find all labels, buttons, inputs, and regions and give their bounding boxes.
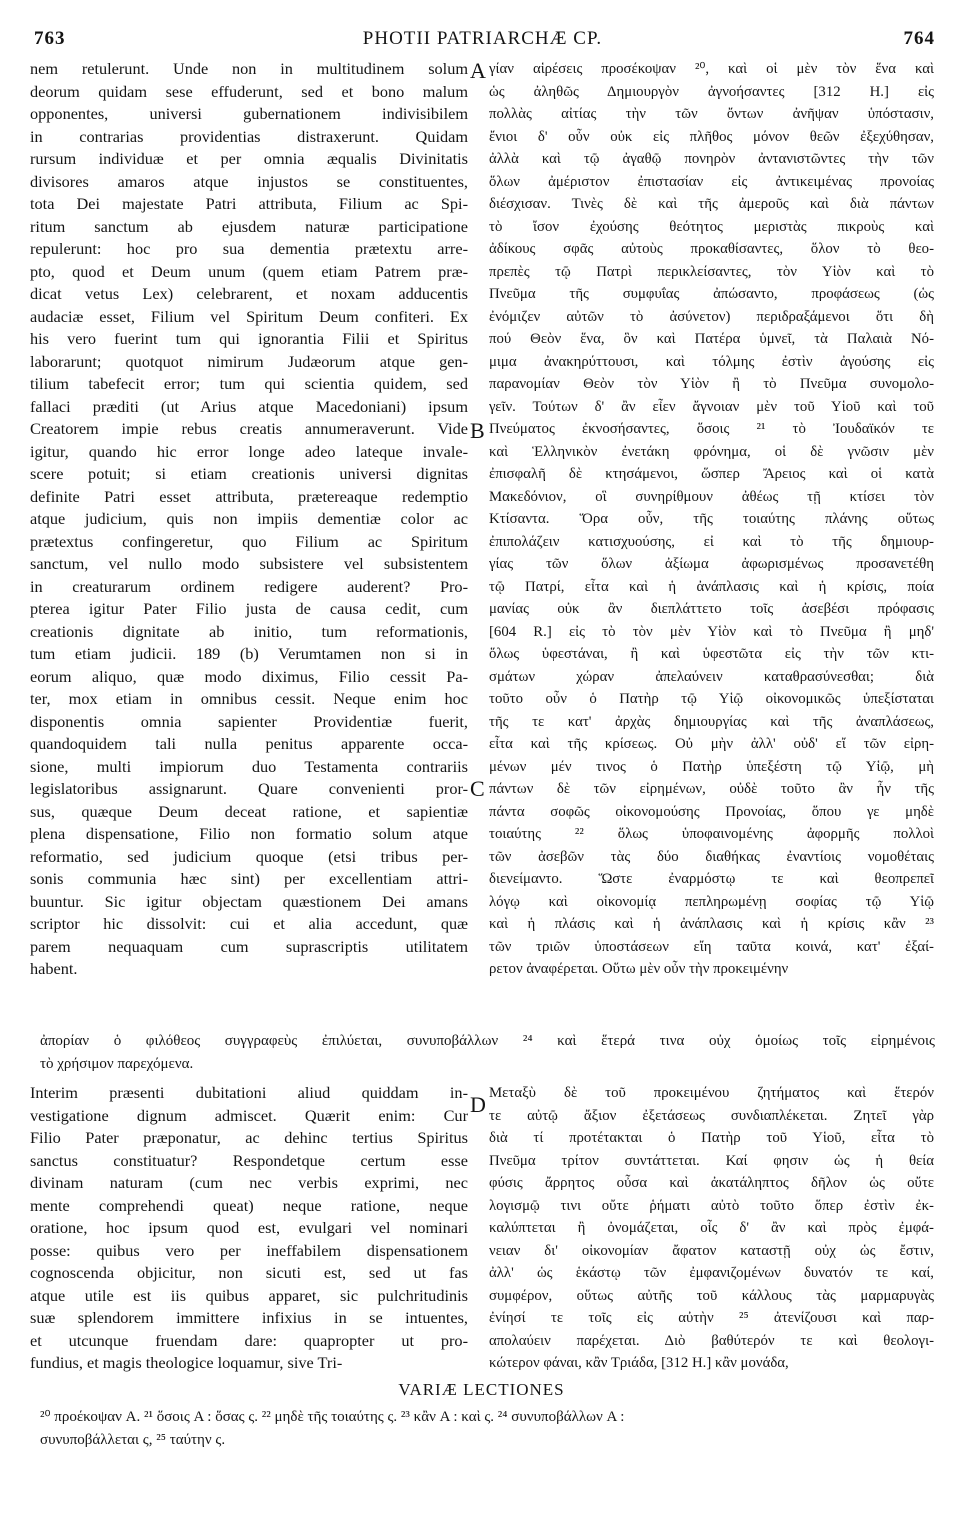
latin-text-line: divisores amaros atque injustos se constituentes, (30, 171, 468, 191)
greek-text-line: διέσχισαν. Τινὲς δὲ καὶ τῆς ἀμεροῦς καὶ διὰ πάντων (489, 196, 934, 212)
latin-text-line: Filio Pater præponatur, ac dehinc tertius Spiritus (30, 1128, 468, 1147)
greek-text-line: ὅλως ὑφεστάναι, ἢ καὶ ὑφεστῶτα εἰς τὴν τῶν κτι- (489, 646, 934, 662)
running-title: PHOTII PATRIARCHÆ CP. (362, 28, 603, 49)
latin-column-bottom (30, 1082, 468, 1375)
greek-text-line: τοῦτο οὖν ὁ Πατὴρ τῷ Υἱῷ οἰκονομικῶς ὑπεξίσταται (489, 691, 934, 707)
greek-text-line: ἀλλ' ὡς ἑκάστῳ τῶν ἐμφανιζομένων δυνατόν τε καί, (489, 1265, 934, 1281)
greek-text-line: τῶν τριῶν ὑποστάσεων εἴη ταῦτα κοινά, κατ' ἐξαί- (489, 938, 934, 955)
greek-text-line: ὡς ἀληθῶς Δημιουργὸν ἀγνοήσαντες [312 H.] εἰς (489, 83, 934, 100)
greek-text-line: μένων μέν τινος ὁ Πατὴρ ὑπεξέστη τῷ Υἱῷ, μὴ (489, 758, 934, 775)
greek-text-line: εἶτα καὶ τῆς κρίσεως. Οὐ μὴν ἀλλ' οὐδ' εἴ τῶν εἰρη- (489, 736, 934, 752)
margin-marker-d: D (470, 1092, 486, 1117)
greek-text-line: καλύπτεται ἢ ὀνομάζεται, οἷς δ' ἂν καὶ πρὸς ἐμφά- (489, 1220, 934, 1236)
greek-text-line: ἐπισφαλῆ δὲ κτησάμενοι, ὥσπερ Ἄρειος καὶ οἱ κατὰ (489, 466, 934, 482)
latin-text-line: plena dispensatione, Filio non formatio solum atque (30, 824, 468, 843)
greek-text-line: μανίας οὐκ ἂν διεπλάττετο τοῖς ἀσεβέσι πρόφασις (489, 601, 934, 617)
greek-text-line: πάντα σοφῶς οἰκονομούσης Προνοίας, ὅπου γε μηδὲ (489, 803, 934, 820)
greek-text-line: γίας τῶν ὅλων ἀξίωμα ἀφωρισμένως προσανετέθη (489, 556, 934, 572)
latin-text-line: laborarunt; quotquot nimirum Judæorum atque gen- (30, 351, 468, 371)
greek-text-line: Πνεύματος ἐκνοσήσαντες, ὅσοις ²¹ τὸ Ἰουδαϊκόν τε (489, 421, 934, 437)
latin-text-line: habent. (30, 959, 78, 978)
greek-text-line: συμφέρον, οὕτως αὐτῆς τοῦ κάλλους τὰς μαρμαρυγὰς (489, 1287, 934, 1304)
greek-column-top (489, 58, 934, 981)
latin-text-line: eorum aliquo, quæ modo diximus, Filio cessit Pa- (30, 666, 468, 686)
latin-text-line: definite Patri esset attributa, prætereaque redemptio (30, 486, 468, 506)
greek-wide-line: ἀπορίαν ὁ φιλόθεος συγγραφεὺς ἐπιλύεται, συνυποβάλλων ²⁴ καὶ ἕτερά τινα οὐχ ὁμοίως τοῖς εἰρημένοις (40, 1033, 935, 1049)
latin-text-line: Interim præsenti dubitationi aliud quiddam in- (30, 1083, 468, 1102)
greek-text-line: νειαν δι' οἰκονομίαν ἄφατον καταστῇ οὐχ ὡς ἔστιν, (489, 1242, 934, 1259)
greek-text-line: ρετον ἀναφέρεται. Οὕτω μὲν οὖν τὴν προκειμένην (489, 961, 789, 977)
latin-text-line: disponentis omnia sapienter Providentiæ fuerit, (30, 711, 468, 731)
latin-text-line: dicat vetus Lex) celebrarent, et noxam adducentis (30, 284, 468, 303)
latin-text-line: tota Dei majestate Patri attributa, Filium ac Spi- (30, 194, 468, 213)
latin-text-line: repulerunt: hoc pro sua dementia prætextu arre- (30, 239, 468, 258)
latin-text-line: sus, quæque Deum deceat ratione, et sapientiæ (30, 801, 468, 821)
latin-text-line: nem retulerunt. Unde non in multitudinem solum (30, 59, 468, 78)
greek-text-line: γίαν αἱρέσεις προσέκοψαν ²⁰, καὶ οἱ μὲν τὸν ἕνα καὶ (489, 61, 934, 77)
greek-text-line: φύσις ἄρρητος οὖσα καὶ ἀκατάληπτος δῆλον ὡς οὔτε (489, 1175, 934, 1191)
greek-text-line: τοιαύτης ²² ὅλως ὑποφαινομένης ἀφορμῆς πολλοὶ (489, 826, 934, 842)
variae-lectiones-notes (40, 1406, 935, 1451)
latin-text-line: pto, quod et Deum unum (quem etiam Patrem præ- (30, 261, 468, 281)
greek-text-line: ἀδίκους σφᾶς αὐτοὺς προκαθίσαντες, ὅλον τὸ θεο- (489, 241, 934, 257)
greek-wide-line: τὸ χρήσιμον παρεχόμενα. (40, 1055, 194, 1072)
latin-text-line: Creatorem impie rebus creatis annumeraverunt. Vide (30, 419, 468, 438)
greek-text-line: ἐπιπολάζειν κατισχυούσης, εἰ καὶ τὸ τῆς δημιουρ- (489, 533, 934, 550)
variant-line-1: ²⁰ προέκοψαν A. ²¹ ὅσοις A : ὅσας ς. ²² μηδὲ τῆς τοιαύτης ς. ²³ κἂν A : καὶ ς. ²⁴ συνυποβάλλων A : (40, 1409, 625, 1425)
greek-text-line: τῶν ἀσεβῶν τὰς δύο διαθήκας ἐναντίοις νομοθέταις (489, 848, 934, 865)
left-page-number: 763 (34, 28, 66, 49)
margin-marker-b: B (470, 418, 485, 443)
page-header (30, 28, 935, 52)
latin-text-line: tilium tabefecit error; tum qui scientia quidem, sed (30, 374, 468, 393)
latin-text-line: oratione, hoc ipsum quod est, evulgari vel nominari (30, 1218, 468, 1237)
right-page-number: 764 (903, 28, 935, 49)
margin-marker-c: C (470, 776, 485, 801)
greek-text-line: Πνεῦμα τρίτον συντάττεται. Καί φησιν ὡς ἡ θεία (489, 1152, 934, 1169)
latin-text-line: posse: quibus vero per ineffabilem dispensationem (30, 1240, 468, 1260)
greek-text-line: ἔνιοι δ' οὖν οὐκ εἰς πλῆθος μόνον θεῶν ἐξεχύθησαν, (489, 128, 934, 145)
latin-text-line: ter, mox etiam in omnibus cessit. Neque enim hoc (30, 689, 468, 708)
greek-text-line: γεῖν. Τούτων δ' ἂν εἶεν ἄγνοιαν μὲν τοῦ Υἱοῦ καὶ τοῦ (489, 398, 934, 415)
latin-text-line: scere potuit; si etiam creationis universi dignitas (30, 464, 468, 483)
latin-text-line: prætextus confingeretur, quo Filium ac Spiritum (30, 531, 468, 551)
greek-text-line: σμάτων χώραν ἀπελαύνειν καταθρασύνεσθαι; διὰ (489, 668, 934, 685)
greek-text-line: τε αὐτῷ ἄξιον ἐξετάσεως συνδιαπλέκεται. Ζητεῖ γὰρ (489, 1107, 934, 1124)
greek-text-line: λογισμῷ τινι οὔτε ῥήματι αὐτὸ τοῦτο ὅπερ ἐστὶν ἐκ- (489, 1197, 934, 1214)
greek-text-line: τὸ ἴσον ἐχούσης θεότητος μεριστὰς πικροὺς καὶ (489, 218, 934, 235)
latin-text-line: fallaci præditi (ut Arius atque Macedoniani) ipsum (30, 396, 468, 416)
greek-text-line: ἐνίησί τε τοῖς εἰς αὐτὴν ²⁵ ἀτενίζουσι καὶ παρ- (489, 1310, 934, 1326)
latin-text-line: in contrarias providentias distraxerunt. Quidam (30, 126, 468, 146)
latin-text-line: pterea igitur Pater Filio justa de causa cedit, cum (30, 599, 468, 618)
greek-text-line: καὶ ἡ πλάσις καὶ ἡ ἀνάπλασις καὶ ἡ κρίσις κἂν ²³ (489, 916, 934, 932)
latin-text-line: divinam naturam (cum nec verbis exprimi, nec (30, 1173, 468, 1192)
greek-text-line: Κτίσαντα. Ὅρα οὖν, τῆς τοιαύτης πλάνης οὕτως (489, 511, 934, 527)
variae-lectiones-heading: VARIÆ LECTIONES (398, 1380, 565, 1399)
greek-text-line: μιμα ἀνακηρύττουσι, καὶ τόλμης ἐστὶν ἀγούσης εἰς (489, 353, 934, 370)
latin-text-line: buuntur. Sic igitur objectam quæstionem Dei amans (30, 891, 468, 911)
greek-text-line: Πνεῦμα τῆς συμφυΐας ἀπώσαντο, προφάσεως (ὡς (489, 286, 934, 302)
greek-text-line: παρανομίαν Θεὸν τὸν Υἱὸν ἢ τὸ Πνεῦμα συνομολο- (489, 376, 934, 392)
greek-wide-paragraph (40, 1030, 935, 1075)
latin-text-line: sonis communia hæc sint) per excellentiam attri- (30, 869, 468, 888)
margin-marker-a: A (470, 58, 486, 83)
greek-column-bottom (489, 1082, 934, 1375)
latin-text-line: sanctum, vel nullo modo subsistere vel subsistentem (30, 554, 468, 573)
greek-text-line: πού Θεὸν ἕνα, ὃν καὶ Πατέρα ὑμνεῖ, τὰ Παλαιὰ Νό- (489, 331, 934, 347)
greek-text-line: διὰ τί προτέτακται ὁ Πατὴρ τοῦ Υἱοῦ, εἶτα τὸ (489, 1130, 934, 1146)
latin-text-line: vestigatione dignum admiscet. Quærit enim: Cur (30, 1105, 468, 1125)
greek-text-line: ἀλλὰ καὶ τῷ ἀγαθῷ πονηρὸν ἀντανιστῶντες τὴν τῶν (489, 151, 934, 167)
variant-line-2: συνυποβάλλεται ς, ²⁵ ταύτην ς. (40, 1431, 226, 1448)
latin-text-line: parem nequaquam cum suprascriptis utilitatem (30, 936, 468, 956)
latin-text-line: atque utile est iis quibus apparet, sic pulchritudinis (30, 1285, 468, 1305)
greek-text-line: απολαύειν παρέχεται. Διὸ βαθύτερόν τε καὶ θεολογι- (489, 1332, 934, 1349)
greek-text-line: ἐνόμιζεν αὐτῶν τὸ ἀσύνετον) περιδραξάμενοι ὅτι δὴ (489, 308, 934, 325)
latin-text-line: fundius, et magis theologice loquamur, sive Tri- (30, 1353, 343, 1372)
greek-text-line: καὶ Ἑλληνικὸν ἐνετάκη φρόνημα, οἱ δὲ γνῶσιν μὲν (489, 443, 934, 460)
latin-text-line: creationis dignitate ab initio, tum reformationis, (30, 621, 468, 641)
greek-text-line: διενείμαντο. Ὥστε ἐναρμόστῳ τε καὶ θεοπρεπεῖ (489, 871, 934, 887)
greek-text-line: κώτερον φάναι, κἂν Τριάδα, [312 H.] κἂν μονάδα, (489, 1355, 789, 1371)
greek-text-line: [604 R.] εἰς τὸ τὸν μὲν Υἱὸν καὶ τὸ Πνεῦμα ἢ μηδ' (489, 623, 934, 640)
latin-text-line: reformatio, sed judicium quoque (etsi tribus per- (30, 846, 468, 866)
greek-text-line: πολλὰς αἰτίας τὴν τῶν ὄντων ἀνῆψαν ὑπόστασιν, (489, 106, 934, 122)
greek-text-line: λόγῳ καὶ οἰκονομίᾳ πεπληρωμένῃ σοφίας τῷ Υἱῷ (489, 893, 934, 910)
latin-text-line: cognoscenda objicitur, non sicuti est, sed ut fas (30, 1263, 468, 1282)
latin-text-line: rursum individuæ et per omnia æqualis Divinitatis (30, 149, 468, 168)
latin-text-line: mente comprehendi queat) neque ratione, neque (30, 1195, 468, 1215)
latin-text-line: sione, multi impiorum duo Testamenta contrariis (30, 756, 468, 776)
greek-text-line: τῆς τε κατ' ἀρχὰς δημιουργίας καὶ τῆς ἀναπλάσεως, (489, 713, 934, 730)
greek-text-line: ὅλων ἀμέριστον ἐπιστασίαν εἰς ἀντικειμένας προνοίας (489, 173, 934, 190)
greek-text-line: Μακεδόνιον, οἳ συνηρίθμουν ἀθέως τῇ κτίσει τὸν (489, 488, 934, 505)
greek-text-line: τῷ Πατρί, εἶτα καὶ ἡ ἀνάπλασις καὶ ἡ κρίσις, ποία (489, 578, 934, 595)
latin-text-line: ritum sanctum ab ejusdem naturæ participatione (30, 216, 468, 236)
latin-text-line: et utcunque fruendam dare: quapropter ut pro- (30, 1330, 468, 1350)
latin-text-line: quandoquidem tali nulla penitus apparente occa- (30, 734, 468, 753)
latin-text-line: tum etiam judicii. 189 (b) Verumtamen non si in (30, 644, 468, 663)
latin-text-line: scriptor hic dissolvit: cui et alia accedunt, quæ (30, 914, 468, 933)
latin-text-line: in creaturarum ordinem redigere auderent? Pro- (30, 576, 468, 596)
latin-text-line: deorum quidam sese effuderunt, sed et bono malum (30, 81, 468, 101)
latin-text-line: opponentes, universi gubernationem indivisibilem (30, 104, 468, 123)
latin-text-line: suæ splendorem immittere infixius in se intuentes, (30, 1308, 468, 1327)
latin-column-top (30, 58, 468, 981)
latin-text-line: audaciæ esset, Filium vel Spiritum Deum confiteri. Ex (30, 306, 468, 326)
latin-text-line: his vero fuerint tum qui ignorantia Filii et Spiritus (30, 329, 468, 348)
latin-text-line: legislatoribus assignarunt. Quare convenienti pror- (30, 779, 468, 798)
latin-text-line: igitur, quando hic error longe adeo lateque invale- (30, 441, 468, 461)
greek-text-line: πρεπὲς τῷ Πατρὶ περικλείσαντες, τὸν Υἱὸν καὶ τὸ (489, 263, 934, 280)
greek-text-line: Μεταξὺ δὲ τοῦ προκειμένου ζητήματος καὶ ἕτερόν (489, 1085, 934, 1101)
latin-text-line: atque judicium, quis non impiis dementiæ color ac (30, 509, 468, 528)
latin-text-line: sanctus constituatur? Respondetque certum esse (30, 1150, 468, 1170)
greek-text-line: πάντων δὲ τῶν εἰρημένων, οὐδὲ τοῦτο ἂν ἦν τῆς (489, 781, 934, 797)
